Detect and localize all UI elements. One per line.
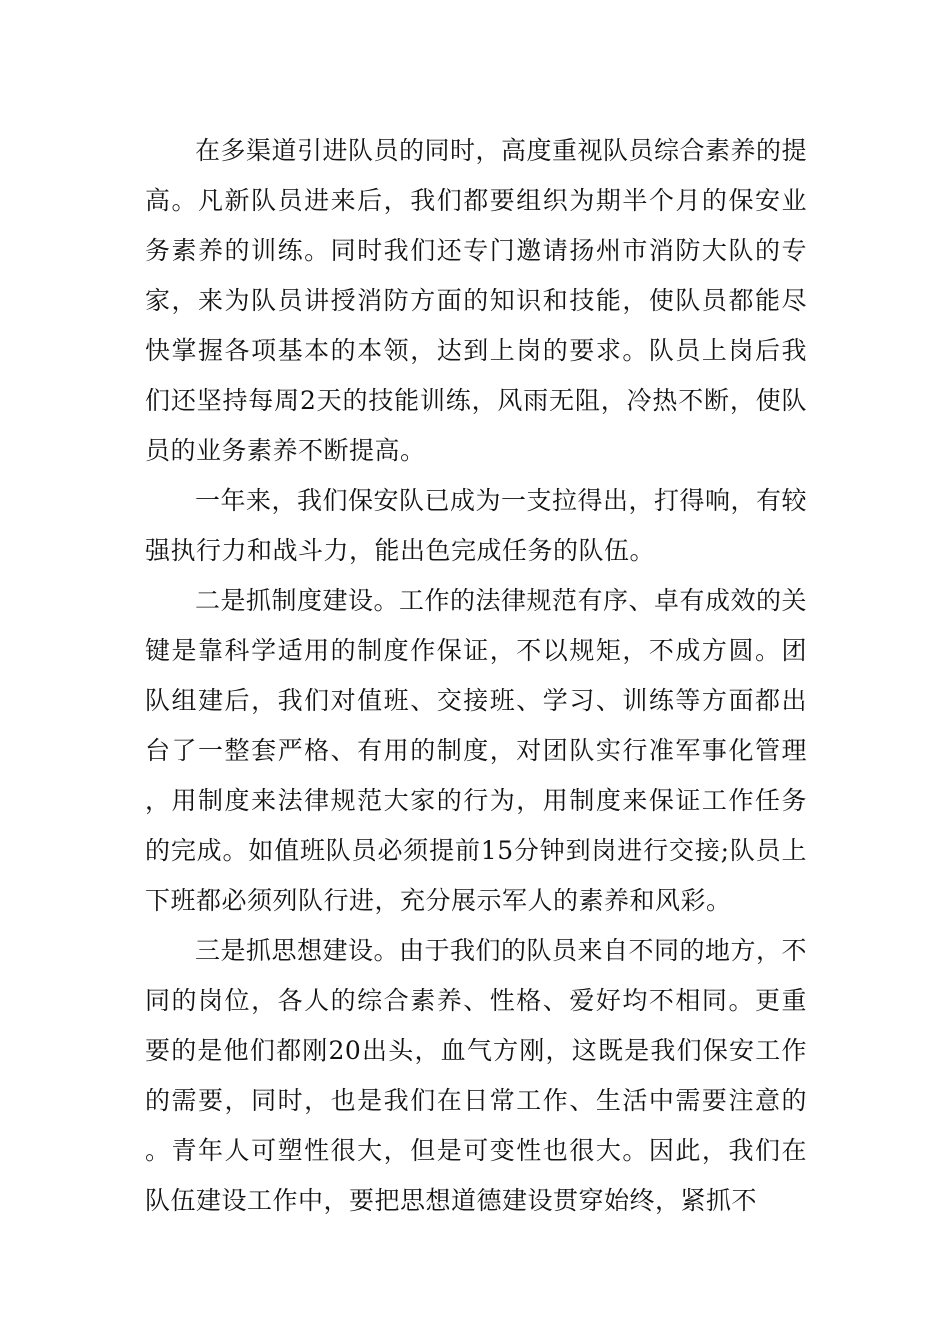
paragraph-ideological-building: 三是抓思想建设。由于我们的队员来自不同的地方，不同的岗位，各人的综合素养、性格、爱好均不相同。更重要的是他们都刚20出头，血气方刚，这既是我们保安工作的需要，同时，也是我们在日常工作、生活中需要注意的。青年人可塑性很大，但是可变性也很大。因此，我们在队伍建设工作中，要把思想道德建设贯穿始终，紧抓不 [145, 936, 808, 1215]
paragraph-team-summary: 一年来，我们保安队已成为一支拉得出，打得响，有较强执行力和战斗力，能出色完成任务的队伍。 [145, 486, 808, 565]
paragraph-system-building: 二是抓制度建设。工作的法律规范有序、卓有成效的关键是靠科学适用的制度作保证，不以规矩，不成方圆。团队组建后，我们对值班、交接班、学习、训练等方面都出台了一整套严格、有用的制度，对团队实行准军事化管理，用制度来法律规范大家的行为，用制度来保证工作任务的完成。如值班队员必须提前15分钟到岗进行交接;队员上下班都必须列队行进，充分展示军人的素养和风彩。 [145, 586, 808, 915]
paragraph-training: 在多渠道引进队员的同时，高度重视队员综合素养的提高。凡新队员进来后，我们都要组织为期半个月的保安业务素养的训练。同时我们还专门邀请扬州市消防大队的专家，来为队员讲授消防方面的知识和技能，使队员都能尽快掌握各项基本的本领，达到上岗的要求。队员上岗后我们还坚持每周2天的技能训练，风雨无阻，冷热不断，使队员的业务素养不断提高。 [145, 136, 808, 465]
document-page [145, 126, 807, 1226]
